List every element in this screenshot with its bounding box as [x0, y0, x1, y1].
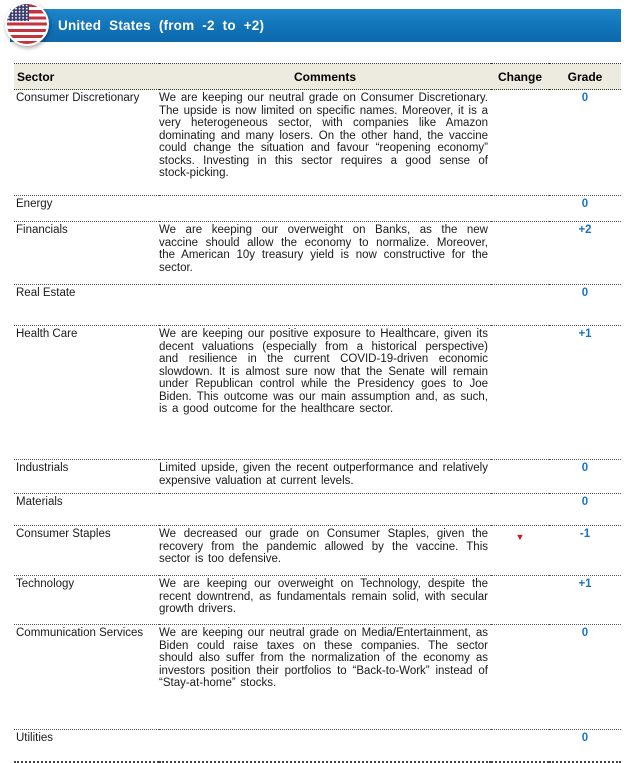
table-row	[14, 576, 621, 625]
table-row	[14, 730, 621, 763]
column-header-comments: Comments	[159, 64, 491, 90]
change-cell	[491, 222, 549, 285]
sector-cell: Health Care	[14, 326, 159, 460]
comments-cell	[159, 285, 491, 326]
sector-cell: Utilities	[14, 730, 159, 763]
comments-cell: We decreased our grade on Consumer Staples, given the recovery from the pandemic allowed by the vaccine. This sector is too defensive.	[159, 526, 491, 576]
country-title-bar	[10, 9, 621, 42]
comments-cell	[159, 494, 491, 526]
comments-cell: We are keeping our positive exposure to Healthcare, given its decent valuations (especially from a historical perspective) and resilience in the current COVID-19-driven economic slowdown. It is almost sure now that the Senate will remain under Republican control while the Presidency goes to Joe Biden. This outcome was our main assumption and, as such, is a good outcome for the healthcare sector.	[159, 326, 491, 460]
sector-cell: Technology	[14, 576, 159, 625]
table-header-row	[14, 64, 621, 90]
change-down-icon: ▼	[491, 526, 549, 576]
table-row	[14, 326, 621, 460]
grade-cell: -1	[549, 526, 621, 576]
column-header-grade: Grade	[549, 64, 621, 90]
sector-cell: Consumer Staples	[14, 526, 159, 576]
grade-cell: 0	[549, 730, 621, 763]
change-cell	[491, 460, 549, 494]
us-flag-canton	[7, 4, 29, 21]
change-cell	[491, 494, 549, 526]
column-header-change: Change	[491, 64, 549, 90]
grade-cell: 0	[549, 196, 621, 222]
comments-cell	[159, 196, 491, 222]
grade-cell: +1	[549, 326, 621, 460]
change-cell	[491, 576, 549, 625]
table-row	[14, 90, 621, 196]
table-row	[14, 460, 621, 494]
comments-cell: We are keeping our neutral grade on Consumer Discretionary. The upside is now limited on specific names. Moreover, it is a very heterogeneous sector, with companies like Amazon dominating and many losers. On the other hand, the vaccine could change the situation and favour “reopening economy” stocks. Investing in this sector requires a good sense of stock-picking.	[159, 90, 491, 196]
sector-cell: Industrials	[14, 460, 159, 494]
change-cell	[491, 196, 549, 222]
table-row	[14, 526, 621, 576]
grade-cell: 0	[549, 90, 621, 196]
table-row	[14, 196, 621, 222]
us-flag-icon	[5, 2, 49, 46]
table-row	[14, 285, 621, 326]
grade-cell: +2	[549, 222, 621, 285]
grade-cell: 0	[549, 625, 621, 730]
table-row	[14, 222, 621, 285]
comments-cell: We are keeping our overweight on Banks, as the new vaccine should allow the economy to normalize. Moreover, the American 10y treasury yield is now constructive for the sector.	[159, 222, 491, 285]
grade-cell: 0	[549, 494, 621, 526]
sector-cell: Financials	[14, 222, 159, 285]
sector-cell: Communication Services	[14, 625, 159, 730]
sector-cell: Consumer Discretionary	[14, 90, 159, 196]
change-cell	[491, 285, 549, 326]
sector-cell: Real Estate	[14, 285, 159, 326]
page-title: United States (from -2 to +2)	[58, 18, 265, 33]
change-cell	[491, 326, 549, 460]
table-row	[14, 494, 621, 526]
grade-cell: 0	[549, 460, 621, 494]
change-cell	[491, 730, 549, 763]
sector-cell: Energy	[14, 196, 159, 222]
column-header-sector: Sector	[14, 64, 159, 90]
comments-cell	[159, 730, 491, 763]
sector-grades-table	[14, 63, 621, 763]
comments-cell: We are keeping our overweight on Technology, despite the recent downtrend, as fundamentals remain solid, with secular growth drivers.	[159, 576, 491, 625]
table-row	[14, 625, 621, 730]
sector-cell: Materials	[14, 494, 159, 526]
comments-cell: Limited upside, given the recent outperformance and relatively expensive valuation at current levels.	[159, 460, 491, 494]
grade-cell: 0	[549, 285, 621, 326]
change-cell	[491, 625, 549, 730]
change-cell	[491, 90, 549, 196]
comments-cell: We are keeping our neutral grade on Media/Entertainment, as Biden could raise taxes on these companies. The sector should also suffer from the normalization of the economy as investors position their portfolios to “Back-to-Work” instead of “Stay-at-home” stocks.	[159, 625, 491, 730]
grade-cell: +1	[549, 576, 621, 625]
